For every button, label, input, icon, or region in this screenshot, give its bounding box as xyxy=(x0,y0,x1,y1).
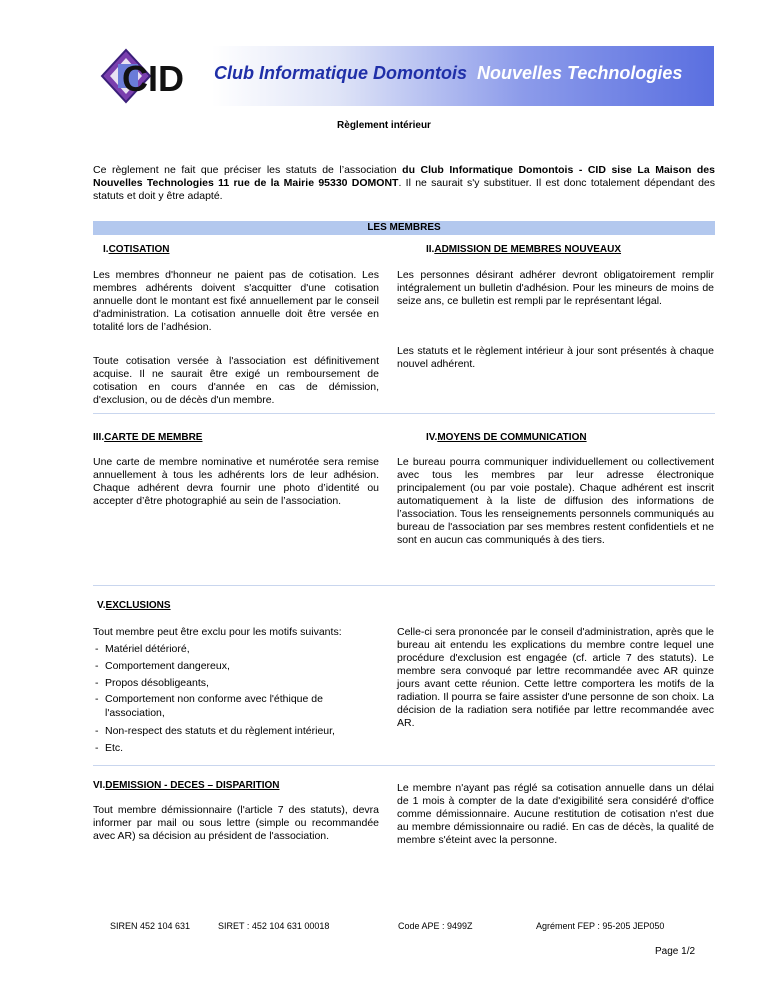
article-title: ADMISSION DE MEMBRES NOUVEAUX xyxy=(434,244,622,255)
header-title xyxy=(214,63,682,84)
page-number: Page 1/2 xyxy=(655,946,696,957)
exclusions-procedure xyxy=(397,626,714,730)
list-item: - Matériel détérioré, xyxy=(93,641,379,658)
footer-agrement: Agrément FEP : 95-205 JEP050 xyxy=(536,921,665,931)
article-number: III. xyxy=(93,432,105,443)
article-heading-moyens xyxy=(426,432,587,443)
admission-body-2 xyxy=(397,345,714,371)
article-number: II. xyxy=(426,244,435,255)
article-title: MOYENS DE COMMUNICATION xyxy=(437,432,587,443)
article-number: V. xyxy=(97,600,106,611)
footer-siren: SIREN 452 104 631 xyxy=(110,921,191,931)
footer-siret: SIRET : 452 104 631 00018 xyxy=(218,921,330,931)
intro-bold-text: du Club Informatique Domontois - CID sise La Maison des Nouvelles Technologies 11 rue de la Mairie 95330 DOMONT xyxy=(93,164,715,189)
article-heading-demission xyxy=(93,780,280,791)
demission-paragraph-left: Tout membre démissionnaire (l'article 7 des statuts), devra informer par mail ou sous lettre (simple ou recommandée avec AR) sa décision au président de l'association. xyxy=(93,804,379,842)
article-title: CARTE DE MEMBRE xyxy=(104,432,203,443)
intro-text-1: Ce règlement ne fait que préciser les statuts de l’association xyxy=(93,164,403,176)
exclusions-list xyxy=(93,641,379,757)
carte-body xyxy=(93,456,379,508)
svg-text:CID: CID xyxy=(122,58,184,99)
list-item: - Comportement non conforme avec l'éthique de l'association, xyxy=(93,692,379,720)
moyens-body xyxy=(397,456,714,547)
demission-right xyxy=(397,782,714,847)
article-number: VI. xyxy=(93,780,106,791)
list-item: - Comportement dangereux, xyxy=(93,658,379,675)
moyens-paragraph: Le bureau pourra communiquer individuellement ou collectivement avec tous les membres par leur adresse électronique principalement (ou par voie postale). Chaque adhérent est inscrit automatiquement à la liste de diffusion des informations de l’association. Tous les renseignements personnels communiqués au bureau de l'association par ses membres restent confidentiels et ne sont en aucun cas communiqués à des tiers. xyxy=(397,456,714,546)
exclusions-paragraph: Celle-ci sera prononcée par le conseil d'administration, après que le bureau ait entendu les explications du membre contre lequel une procédure d'exclusion est engagée (cf. article 7 des statuts). Le membre sera convoqué par lettre recommandée avec AR quinze jours avant cette réunion. Cette lettre comportera les motifs de la radiation. Il pourra se faire assister d'une personne de son choix. La décision de la radiation sera notifiée par lettre recommandée avec AR. xyxy=(397,626,714,729)
demission-paragraph-right: Le membre n'ayant pas réglé sa cotisation annuelle dans un délai de 1 mois à compter de la date d'exigibilité sera considéré d'office comme démissionnaire. Aucune restitution de cotisation n'est due au membre démissionnaire ou radié. En cas de décès, la qualité de membre s'éteint avec la personne. xyxy=(397,782,714,846)
intro-paragraph xyxy=(93,164,715,203)
article-heading-cotisation xyxy=(103,244,170,255)
separator-line xyxy=(93,413,715,414)
section-header-bar xyxy=(93,221,715,235)
article-heading-exclusions xyxy=(97,600,171,611)
footer-ape: Code APE : 9499Z xyxy=(398,921,473,931)
list-item: - Etc. xyxy=(93,740,379,757)
cotisation-paragraph-2: Toute cotisation versée à l'association est définitivement acquise. Il ne saurait être exigé un remboursement de cotisation en cours d'année en cas de démission, d'exclusion, ou de décès d'un membre. xyxy=(93,355,379,406)
demission-left xyxy=(93,804,379,843)
separator-line xyxy=(93,585,715,586)
separator-line xyxy=(93,765,715,766)
admission-body xyxy=(397,269,714,308)
section-title: LES MEMBRES xyxy=(367,222,441,233)
cotisation-paragraph-1: Les membres d'honneur ne paient pas de cotisation. Les membres adhérents doivent s'acquitter d'une cotisation annuelle dont le montant est fixé annuellement par le conseil d'administration. La cotisation annuelle doit être versée en totalité lors de l’adhésion. xyxy=(93,269,379,333)
article-number: I. xyxy=(103,244,109,255)
document-title: Règlement intérieur xyxy=(337,120,431,131)
cotisation-body-2 xyxy=(93,355,379,407)
cotisation-body xyxy=(93,269,379,334)
admission-paragraph-2: Les statuts et le règlement intérieur à jour sont présentés à chaque nouvel adhérent. xyxy=(397,345,714,370)
article-title: COTISATION xyxy=(108,244,170,255)
intro-text-2: . Il ne saurait s'y substituer. Il est donc totalement dépendant des statuts et doit y être adapté. xyxy=(93,177,715,202)
article-heading-admission xyxy=(426,244,621,255)
article-title: DEMISSION - DECES – DISPARITION xyxy=(105,780,280,791)
list-item: - Propos désobligeants, xyxy=(93,675,379,692)
cid-logo xyxy=(100,44,212,108)
article-number: IV. xyxy=(426,432,438,443)
list-item: - Non-respect des statuts et du règlement intérieur, xyxy=(93,723,379,740)
article-title: EXCLUSIONS xyxy=(105,600,171,611)
club-tagline: Nouvelles Technologies xyxy=(477,63,683,83)
club-name: Club Informatique Domontois xyxy=(214,63,467,83)
carte-paragraph: Une carte de membre nominative et numérotée sera remise annuellement à tous les adhérents lors de leur adhésion. Chaque adhérent devra fournir une photo d’identité ou accepter d’être photographié au sein de l’association. xyxy=(93,456,379,507)
exclusions-lead: Tout membre peut être exclu pour les motifs suivants: xyxy=(93,626,342,638)
article-heading-carte xyxy=(93,432,202,443)
admission-paragraph-1: Les personnes désirant adhérer devront obligatoirement remplir intégralement un bulletin d'adhésion. Pour les mineurs de moins de seize ans, ce bulletin est rempli par le représentant légal. xyxy=(397,269,714,307)
